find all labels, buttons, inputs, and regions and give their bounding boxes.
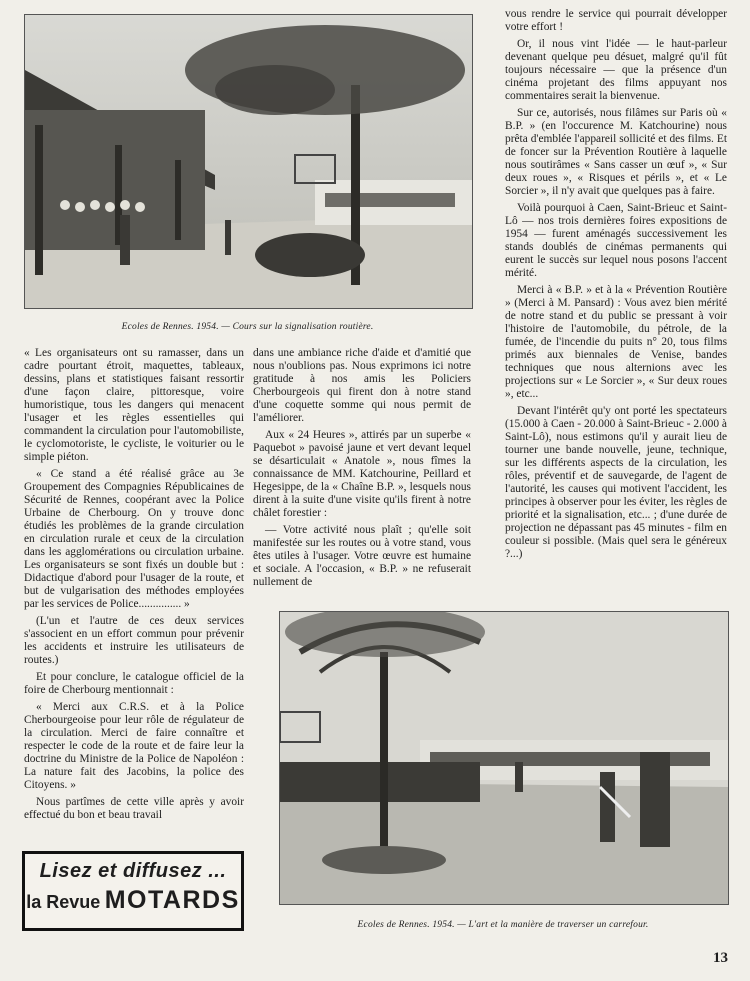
photo-schoolyard-traffic-lesson xyxy=(24,14,473,309)
paragraph: « Merci aux C.R.S. et à la Police Cherbourgeoise pour leur rôle de régulateur de la circulation. Merci de faire connaître et respecter le code de la route et de faire leur la doctrine du Ministre de la Police de Napoléon : La nature fait des Jacobins, la police des Citoyens. » xyxy=(24,701,244,791)
page-number: 13 xyxy=(713,950,728,966)
paragraph: Devant l'intérêt qu'y ont porté les spectateurs (15.000 à Caen - 20.000 à Saint-Brieuc - 2.000 à Saint-Lô), nous estimons qu'il y aurait lieu de tourner une bande nouvelle, jeune, technique, sur les différents aspects de la circulation, les rôles, préventif et de sauvegarde, de l'agent de l'autorité, les causes qui motivent l'accident, les principes à observer pour les éviter, les règles de priorité et la signalisation, etc... ; d'une durée de projection ne dépassant pas 45 minutes - film en couleur si possible. (Mais quel sera le généreux ?...) xyxy=(505,405,727,560)
column-middle xyxy=(253,347,471,593)
paragraph: Merci à « B.P. » et à la « Prévention Routière » (Merci à M. Pansard) : Vous avez bien mérité de notre stand et du public se pressant à voir l'histoire de l'automobile, du pétrole, de la fumée, de l'incendie du puits n° 20, tous films primés aux biennales de Venise, bandes techniques que nous alternions avec les projections sur « Le Sorcier », « Sur deux roues », etc... xyxy=(505,284,727,400)
photo-schoolyard-crossroads xyxy=(279,611,729,905)
paragraph: Nous partîmes de cette ville après y avoir effectué du bon et beau travail xyxy=(24,796,244,821)
paragraph: Aux « 24 Heures », attirés par un superbe « Paquebot » pavoisé jaune et vert devant lequel se désarticulait « Anatole », nous fîmes la connaissance de MM. Katchourine, Peillard et Hegesippe, de la « Chaîne B.P. », lesquels nous dirent à la suite d'une visite qu'ils firent à notre châlet forestier : xyxy=(253,429,471,519)
paragraph: dans une ambiance riche d'aide et d'amitié que nous n'oublions pas. Nous exprimons ici notre gratitude à nos amis les Policiers Cherbourgeois qui firent don à notre stand d'une coquette somme qui nous permit de l'améliorer. xyxy=(253,347,471,424)
paragraph: Et pour conclure, le catalogue officiel de la foire de Cherbourg mentionnait : xyxy=(24,671,244,696)
caption-top-photo: Ecoles de Rennes. 1954. — Cours sur la signalisation routière. xyxy=(121,322,374,332)
advert-brand: MOTARDS xyxy=(104,886,240,914)
caption-bottom-photo: Ecoles de Rennes. 1954. — L'art et la manière de traverser un carrefour. xyxy=(357,920,649,930)
paragraph: vous rendre le service qui pourrait développer votre effort ! xyxy=(505,8,727,33)
paragraph: « Les organisateurs ont su ramasser, dans un cadre pourtant étroit, maquettes, tableaux, dessins, plans et statistiques faisant ressortir d'une façon claire, pittoresque, voire humoristique, tous les dangers qui menacent l'usager et les règles essentielles qui commandent la circulation pour l'automobiliste, le cyclomotoriste, le cycliste, le voiturier ou le simple piéton. xyxy=(24,347,244,463)
advert-motards xyxy=(22,851,244,931)
advert-line-1: Lisez et diffusez ... xyxy=(39,860,227,882)
advert-prefix: la Revue xyxy=(26,892,101,912)
paragraph: Sur ce, autorisés, nous filâmes sur Paris où « B.P. » (en l'occurence M. Katchourine) nous prêta d'emblée l'appareil sollicité et des films. Et de foncer sur la Prévention Routière à laquelle nous soutirâmes « Sans casser un œuf », « Sur deux roues », « Risques et périls », et « Le Sorcier », il n'y avait que quelques pas à faire. xyxy=(505,107,727,197)
paragraph: Or, il nous vint l'idée — le haut-parleur devenant quelque peu désuet, malgré qu'il fût toujours nécessaire — que la présence d'un cinéma projetant des films appuyant nos commentaires serait la bienvenue. xyxy=(505,38,727,102)
column-right xyxy=(505,8,727,565)
column-left xyxy=(24,347,244,826)
paragraph: — Votre activité nous plaît ; qu'elle soit manifestée sur les routes ou à votre stand, vous êtes utiles à l'usager. Votre œuvre est humaine et sociale. A l'occasion, « B.P. » ne refuserait nullement de xyxy=(253,524,471,588)
photo-top-illustration xyxy=(25,15,472,308)
photo-bottom-illustration xyxy=(280,612,728,904)
paragraph: Voilà pourquoi à Caen, Saint-Brieuc et Saint-Lô — nos trois dernières foires expositions de 1954 — furent aménagés successivement les stands doublés de cinémas permanents qui eurent le succès sur lequel nous posons l'accent mérité. xyxy=(505,202,727,279)
paragraph: « Ce stand a été réalisé grâce au 3e Groupement des Compagnies Républicaines de Sécurité de Rennes, coopérant avec la Police Urbaine de Cherbourg. On y trouve donc étudiés les problèmes de la grande circulation en circulation rurale et ceux de la circulation dans les agglomérations ou circulation urbaine. Les organisateurs se sont fixés un double but : Didactique d'abord pour l'usager de la route, et but de vulgarisation des méthodes employées par les services de Police............... » xyxy=(24,468,244,610)
paragraph: (L'un et l'autre de ces deux services s'associent en un effort commun pour prévenir les accidents et instruire les utilisateurs de routes.) xyxy=(24,615,244,666)
advert-line-2 xyxy=(25,886,241,915)
